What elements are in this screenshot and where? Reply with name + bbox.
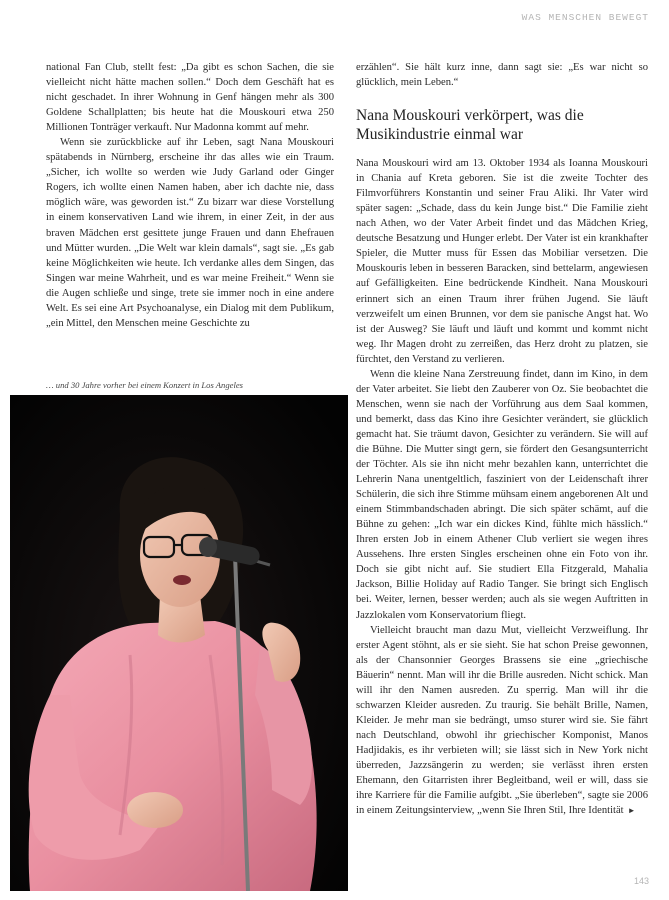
right-paragraph-2: Wenn die kleine Nana Zerstreuung findet, dann im Kino, in dem der Vater arbeitet. Sie liebt den Zauberer von Oz. Sie beobachtet die Menschen, wenn sie nach der Vorführung aus dem Saal kommen, und bemerkt, dass das Kino ihre Gesichter verändert, sie glücklich gemacht hat. Sie träumt davon, Gesichter zu verändern. Sie will auf die Bühne. Die Mutter singt gern, sie fördert den Gesangsunterricht der Töchter. Als sie ihn nicht mehr bezahlen kann, unterrichtet die Lehrerin Nana unentgeltlich, fasziniert von der Leidenschaft ihrer Schülerin, die sich ihre Stimme mühsam einem angeborenen Alt und einem Stimmbandschaden abringt. Die sich später schämt, auf die Bühne zu gehen: „Ich war ein dickes Kind, fühlte mich hässlich.“ Ihren ersten Job in einem Athener Club verliert sie wegen ihres Aussehens. Ihre ersten Singles erscheinen ohne ein Foto von ihr. Doch sie gibt nicht auf. Sie studiert Ella Fitzgerald, Mahalia Jackson, Billie Holiday auf Radio Tanger. Sie bringt sich Englisch bei. Weiter, lernen, besser werden; auch als sie wegen Auftritten in Jazzlokalen vom Konservatorium fliegt. xyxy=(356,368,648,621)
mouth-shape xyxy=(173,575,191,585)
left-column xyxy=(46,60,334,331)
concert-photo xyxy=(10,395,348,891)
left-paragraph-1: national Fan Club, stellt fest: „Da gibt es schon Sachen, die sie vielleicht nicht hätte machen sollen.“ Doch dem Geschäft hat es nicht geschadet. In ihrer Wohnung in Genf hängen mehr als 300 Goldene Schallplatten; bis heute hat die Mouskouri etwa 250 Millionen Tonträger verkauft. Nur Madonna kommt auf mehr. xyxy=(46,62,334,134)
right-paragraph-3-text: Vielleicht braucht man dazu Mut, vielleicht Verzweiflung. Ihr erster Agent stöhnt, als er sie sieht. Sie hat schon Preise gewonnen, als der Chansonnier Georges Brassens sie eine „griechische Bäuerin“ nennt. Man will ihr die Brille ausreden. Nicht schick. Man will ihr den Namen ausreden. Zu sperrig. Man will ihr die schwarzen Kleider ausreden. Zu traurig. Sie behält Brille, Namen, Kleider. Je mehr man sie bedrängt, umso sturer wird sie. Sie fährt nach Deutschland, obwohl ihr griechischer Komponist, Manos Hadjidakis, es ihr verbieten will; sie lässt sich in New York nicht überreden, Jazzsängerin zu werden; sie verlässt ihren ersten Ehemann, den Gitarristen ihrer Begleitband, weil er will, dass sie ihre Karriere für die Familie aufgibt. „Sie überleben“, sagte sie 2006 in einem Zeitungsinterview, „wenn Sie Ihren Stil, Ihre Identität xyxy=(356,624,648,817)
section-subheading: Nana Mouskouri verkörpert, was die Musikindustrie einmal war xyxy=(356,107,584,144)
singer-illustration xyxy=(10,395,348,891)
right-paragraph-3 xyxy=(356,623,648,819)
left-hand-shape xyxy=(127,792,183,828)
right-paragraph-1: Nana Mouskouri wird am 13. Oktober 1934 als Ioanna Mouskouri in Chania auf Kreta geboren. Sie ist die zweite Tochter des Filmvorführers Konstantin und seiner Frau Aliki. Ihr Vater wird später sagen: „Schade, dass du kein Junge bist.“ Die Familie zieht nach Athen, wo der Vater Arbeit findet und das Mädchen Krieg, deutsche Besatzung und Hunger erlebt. Der Vater ist ein krankhafter Spieler, die Mutter muss für Essen das Mobiliar versetzen. Die Mouskouris leben in besseren Baracken, sind bettelarm, angewiesen auf Gefälligkeiten. Eine bedrückende Kindheit. Nana Mouskouri erinnert sich an einen Traum ihrer frühen Jugend. Sie läuft verzweifelt um einen Brunnen, vor dem sie panische Angst hat. Wo ist der Ausweg? Sie läuft und läuft und kommt und kommt nicht weg. Ihr Magen droht zu zerreißen, das Herz droht zu platzen, sie fürchtet, den Verstand zu verlieren. xyxy=(356,158,648,365)
microphone-head-shape xyxy=(199,537,217,557)
continued-arrow-icon: ► xyxy=(627,806,636,816)
right-intro-paragraph: erzählen“. Sie hält kurz inne, dann sagt sie: „Es war nicht so glücklich, mein Leben.“ xyxy=(356,62,648,89)
right-column xyxy=(356,60,648,818)
left-paragraph-2: Wenn sie zurückblicke auf ihr Leben, sagt Nana Mouskouri spätabends in Nürnberg, erscheine ihr das alles wie ein Traum. „Sicher, ich wollte so werden wie Judy Garland oder Ginger Rogers, ich wollte einen Namen haben, aber ich dachte nie, dass möglich wäre, was geworden ist.“ Zu bizarr war diese Vorstellung in einem konservativen Land wie ihrem, in einer Zeit, in der aus braven Mädchen erst gesittete junge Frauen und dann Ehefrauen und Mütter wurden. „Die Welt war klein damals“, sagt sie. „Es gab keine Möglichkeiten wie heute. Ich verdanke alles dem Singen, das Singen war meine Wahrheit, und es war meine Freiheit.“ Wenn sie die Augen schließe und singe, trete sie immer noch in eine andere Welt. Es sei eine Art Psychoanalyse, ein Dialog mit dem Publikum, „ein Mittel, den Menschen meine Geschichte zu xyxy=(46,137,334,329)
photo-caption: … und 30 Jahre vorher bei einem Konzert in Los Angeles xyxy=(46,380,244,390)
running-head: WAS MENSCHEN BEWEGT xyxy=(521,12,649,23)
page-number: 143 xyxy=(633,876,649,886)
